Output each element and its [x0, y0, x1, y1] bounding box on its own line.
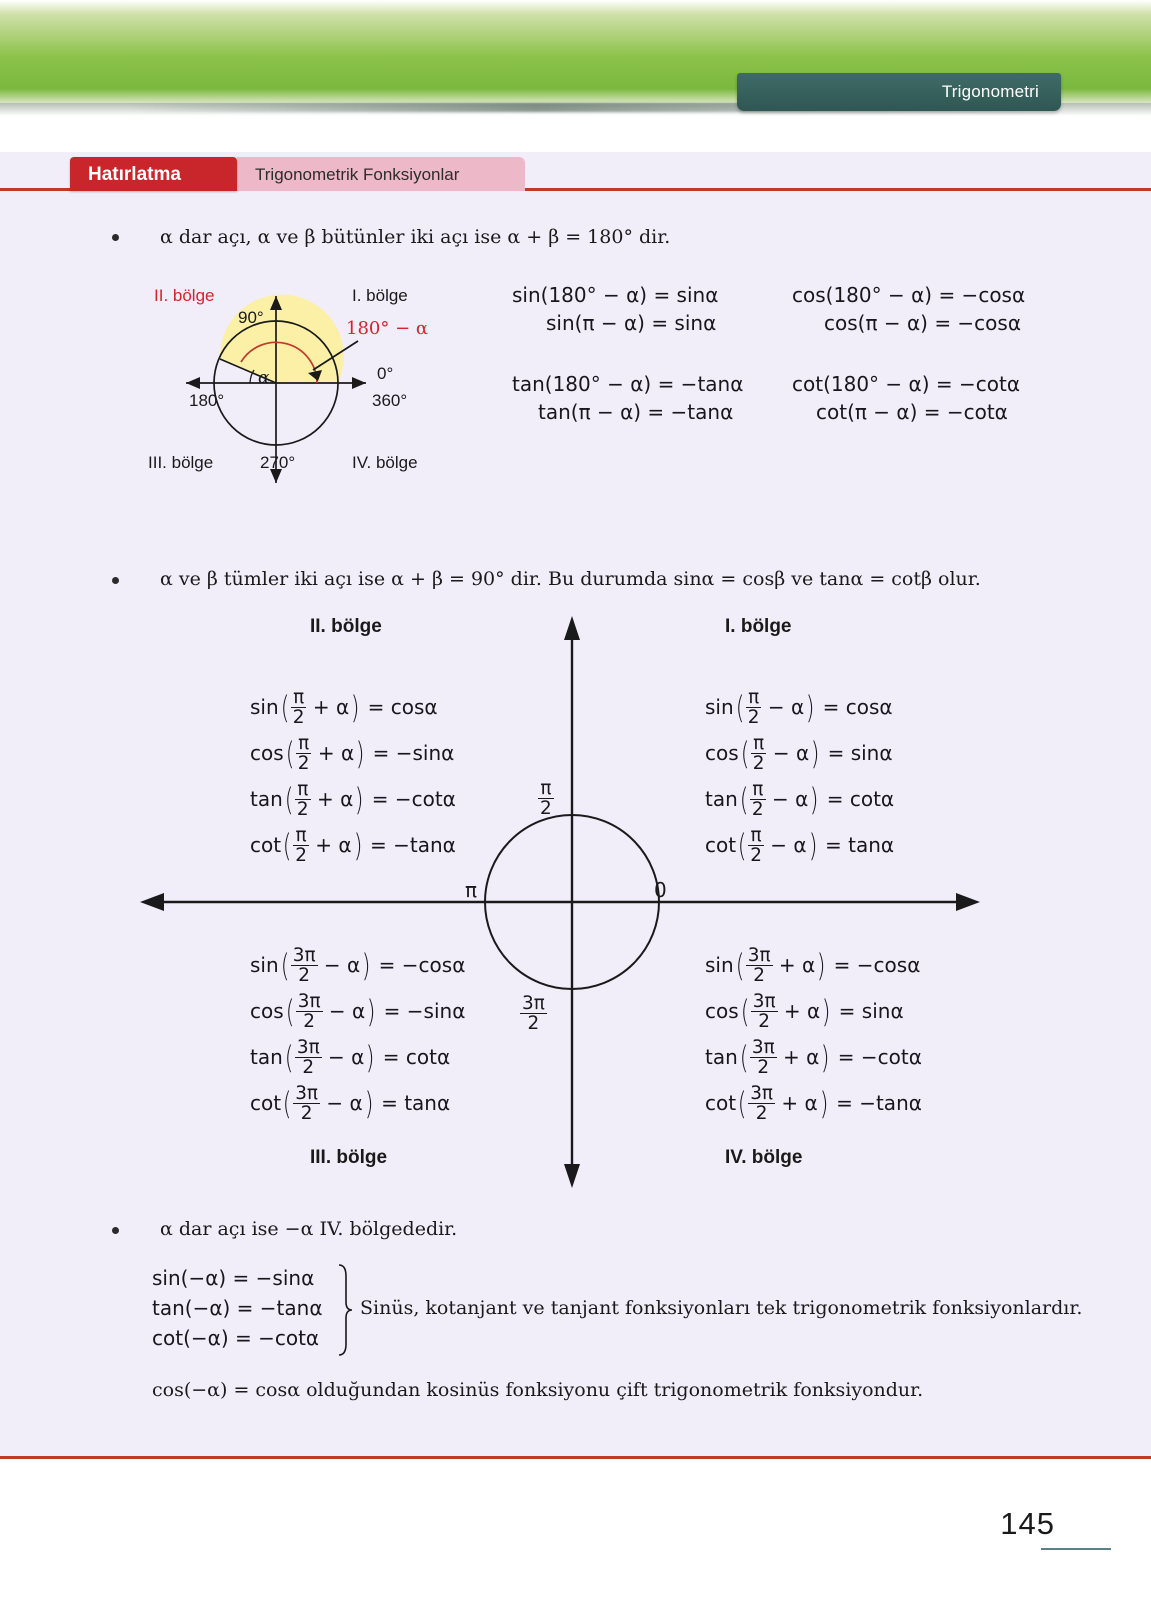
- quad1-formula-row: [705, 822, 894, 868]
- fraction-numerator: π: [298, 732, 310, 754]
- quad1-fn-cot: cot: [705, 833, 737, 857]
- quad2-formula-row: [250, 684, 456, 730]
- formula-tan-pi: tan(π − α) = −tanα: [538, 400, 734, 424]
- fraction-numerator: π: [752, 778, 764, 800]
- quad1-operator: − α: [765, 787, 809, 811]
- fraction-denominator: 2: [746, 965, 773, 985]
- quad2-result: = −cotα: [365, 787, 456, 811]
- right-paren: ): [809, 782, 819, 819]
- quad2-fraction: [296, 734, 312, 774]
- quad3-fn-cot: cot: [250, 1091, 282, 1115]
- quad1-formula-row: [705, 684, 894, 730]
- quad1-formula-row: [705, 776, 894, 822]
- fraction-numerator: 3π: [751, 1036, 775, 1058]
- left-paren: (: [740, 994, 750, 1031]
- fraction-numerator: π: [753, 732, 765, 754]
- right-paren: ): [805, 690, 815, 727]
- quad4-fn-sin: sin: [705, 953, 734, 977]
- quad3-fn-tan: tan: [250, 1045, 283, 1069]
- quad1-fn-cos: cos: [705, 741, 739, 765]
- quadrant-label-i: I. bölge: [352, 286, 408, 305]
- quad3-formula-row: [250, 1080, 465, 1126]
- quad1-operator: − α: [763, 833, 807, 857]
- right-paren: ): [353, 828, 362, 865]
- quad3-formula-row: [250, 1034, 465, 1080]
- quad3-fraction: [291, 946, 318, 986]
- left-paren: (: [735, 690, 745, 727]
- quad4-operator: + α: [772, 953, 816, 977]
- right-paren: ): [350, 690, 360, 727]
- quad3-operator: − α: [322, 999, 366, 1023]
- subject-label: Trigonometrik Fonksiyonlar: [255, 165, 460, 184]
- right-paren: ): [821, 1040, 830, 1077]
- formula-cos-180-deg: cos(180° − α) = −cosα: [792, 283, 1026, 307]
- quad4-fraction: [750, 1038, 777, 1078]
- quad2-operator: + α: [310, 787, 354, 811]
- odd-function-note: Sinüs, kotanjant ve tanjant fonksiyonları tek trigonometrik fonksiyonlardır.: [360, 1297, 1083, 1319]
- bullet-marker-2: [112, 577, 119, 584]
- right-paren: ): [808, 828, 817, 865]
- subject-label-chip: [237, 157, 525, 191]
- fraction-denominator: 2: [297, 753, 310, 774]
- quad2-fn-cot: cot: [250, 833, 282, 857]
- quad4-formula-group: [705, 942, 922, 1126]
- quad1-fraction: [748, 826, 764, 866]
- fraction-denominator: 2: [747, 707, 760, 728]
- fraction-denominator: 2: [296, 799, 309, 820]
- quad3-result: = −sinα: [377, 999, 466, 1023]
- axis-arrow-right: [956, 893, 980, 911]
- quad3-fraction: [293, 1084, 320, 1124]
- fraction-denominator: 2: [293, 1103, 320, 1123]
- quad3-result: = cotα: [376, 1045, 451, 1069]
- quad3-fn-cos: cos: [250, 999, 284, 1023]
- fraction-denominator: 2: [295, 845, 307, 866]
- brace-group: [336, 1262, 354, 1358]
- quad4-fraction: [748, 1084, 775, 1124]
- left-paren: (: [282, 828, 292, 865]
- axis-mark-pi-over-2: [538, 780, 554, 820]
- supplement-angle-label: 180° − α: [346, 318, 429, 339]
- quad4-formula-row: [705, 1034, 922, 1080]
- quad1-fraction: [751, 734, 767, 774]
- quadrant-label-iv: IV. bölge: [352, 453, 418, 472]
- quadrant-label-ii: II. bölge: [154, 286, 215, 305]
- quad1-operator: − α: [766, 741, 810, 765]
- formula-sin-pi: sin(π − α) = sinα: [546, 311, 717, 335]
- left-paren: (: [282, 1086, 292, 1123]
- fraction-numerator: 3π: [747, 944, 771, 966]
- quad3-heading: III. bölge: [310, 1147, 388, 1168]
- quad2-formula-group: [250, 684, 456, 868]
- quad3-operator: − α: [321, 1045, 365, 1069]
- fraction-denominator: 2: [750, 1057, 777, 1077]
- quad1-result: = sinα: [821, 741, 893, 765]
- right-paren: ): [366, 994, 376, 1031]
- quad2-result: = −tanα: [363, 833, 456, 857]
- formula-cot-180-deg: cot(180° − α) = −cotα: [792, 372, 1020, 396]
- callout-tag-chip: [70, 157, 237, 191]
- page-number: 145: [1000, 1506, 1055, 1541]
- quad3-formula-row: [250, 988, 465, 1034]
- fraction-numerator: π: [748, 686, 760, 708]
- unit-circle-diagram: [150, 278, 480, 508]
- quad2-heading: II. bölge: [310, 616, 382, 637]
- quad1-operator: − α: [761, 695, 805, 719]
- formula-sin-180-deg: sin(180° − α) = sinα: [512, 283, 719, 307]
- quad3-fraction: [295, 1038, 322, 1078]
- formula-cos-pi: cos(π − α) = −cosα: [824, 311, 1022, 335]
- quad4-fn-cos: cos: [705, 999, 739, 1023]
- x-axis-arrow-right: [352, 377, 366, 389]
- quad2-fn-tan: tan: [250, 787, 283, 811]
- axis-label-90: 90°: [238, 308, 264, 327]
- formula-sin-neg-alpha: sin(−α) = −sinα: [152, 1266, 315, 1290]
- quad4-formula-row: [705, 988, 922, 1034]
- quad1-fn-tan: tan: [705, 787, 738, 811]
- left-paren: (: [280, 690, 290, 727]
- left-paren: (: [740, 736, 750, 773]
- axis-mark-zero: 0: [654, 878, 667, 902]
- quad4-result: = −cosα: [827, 953, 921, 977]
- bullet-text-2: α ve β tümler iki açı ise α + β = 90° dir. Bu durumda sinα = cosβ ve tanα = cotβ olur.: [160, 568, 981, 590]
- axis-mark-3pi-over-2: [520, 995, 547, 1035]
- left-paren: (: [284, 782, 294, 819]
- quad1-formula-row: [705, 730, 894, 776]
- right-paren: ): [355, 736, 365, 773]
- quad3-formula-row: [250, 942, 465, 988]
- left-paren: (: [739, 1040, 749, 1077]
- quadrant-formula-diagram: [120, 612, 1000, 1192]
- fraction-denominator: 2: [750, 845, 762, 866]
- axis-arrow-left: [140, 893, 164, 911]
- axis-label-270: 270°: [260, 453, 296, 472]
- fraction-numerator: π: [297, 778, 309, 800]
- bullet-text-1: α dar açı, α ve β bütünler iki açı ise α + β = 180° dir.: [160, 226, 671, 248]
- right-paren: ): [361, 948, 371, 985]
- quad1-result: = cosα: [816, 695, 893, 719]
- left-paren: (: [285, 994, 295, 1031]
- fraction-numerator: π: [293, 686, 305, 708]
- quad2-operator: + α: [308, 833, 352, 857]
- alpha-angle-label: α: [258, 368, 270, 388]
- quad4-formula-row: [705, 942, 922, 988]
- fraction-numerator: π: [295, 824, 307, 846]
- quad3-formula-group: [250, 942, 465, 1126]
- x-axis-arrow-left: [186, 377, 200, 389]
- quad3-result: = tanα: [374, 1091, 451, 1115]
- quad2-operator: + α: [311, 741, 355, 765]
- quad4-fraction: [751, 992, 778, 1032]
- quad4-operator: + α: [774, 1091, 818, 1115]
- left-paren: (: [737, 828, 747, 865]
- page-number-rule: [1041, 1548, 1111, 1550]
- right-paren: ): [816, 948, 826, 985]
- fraction-denominator: 2: [752, 753, 765, 774]
- quad3-fraction: [296, 992, 323, 1032]
- formula-tan-neg-alpha: tan(−α) = −tanα: [152, 1296, 323, 1320]
- right-paren: ): [354, 782, 364, 819]
- left-paren: (: [285, 736, 295, 773]
- quad2-formula-row: [250, 822, 456, 868]
- quad1-formula-group: [705, 684, 894, 868]
- axis-mark-pi: π: [465, 878, 478, 902]
- quad4-heading: IV. bölge: [725, 1147, 803, 1168]
- formula-cot-pi: cot(π − α) = −cotα: [816, 400, 1008, 424]
- bullet-marker-1: [112, 234, 119, 241]
- quad2-result: = −sinα: [366, 741, 455, 765]
- left-paren: (: [737, 1086, 747, 1123]
- right-paren: ): [364, 1086, 374, 1123]
- fraction-numerator: 3π: [752, 990, 776, 1012]
- fraction-denominator: 2: [296, 1011, 323, 1031]
- right-brace-icon: [336, 1262, 354, 1358]
- fraction-denominator: 2: [295, 1057, 322, 1077]
- formula-tan-180-deg: tan(180° − α) = −tanα: [512, 372, 744, 396]
- fraction-numerator: 3π: [297, 990, 321, 1012]
- quad4-formula-row: [705, 1080, 922, 1126]
- axis-label-180: 180°: [189, 391, 225, 410]
- quad4-fraction: [746, 946, 773, 986]
- bullet-text-3: α dar açı ise −α IV. bölgededir.: [160, 1218, 458, 1240]
- quad2-formula-row: [250, 776, 456, 822]
- left-paren: (: [280, 948, 290, 985]
- axis-arrow-down: [564, 1164, 580, 1188]
- quad3-operator: − α: [319, 1091, 363, 1115]
- quad3-fn-sin: sin: [250, 953, 279, 977]
- bullet-marker-3: [112, 1227, 119, 1234]
- quad4-result: = sinα: [832, 999, 904, 1023]
- quad2-formula-row: [250, 730, 456, 776]
- fraction-denominator: 2: [751, 1011, 778, 1031]
- quad1-fraction: [746, 688, 762, 728]
- quad1-fn-sin: sin: [705, 695, 734, 719]
- axis-label-0: 0°: [377, 364, 394, 383]
- quad1-result: = tanα: [818, 833, 895, 857]
- quad4-operator: + α: [776, 1045, 820, 1069]
- quad3-result: = −cosα: [372, 953, 466, 977]
- quad2-result: = cosα: [361, 695, 438, 719]
- callout-tag-label: Hatırlatma: [88, 164, 181, 185]
- panel-bottom-rule: [0, 1456, 1151, 1459]
- right-paren: ): [819, 1086, 829, 1123]
- fraction-numerator: 3π: [296, 1036, 320, 1058]
- quad4-result: = −cotα: [831, 1045, 922, 1069]
- pi-over-2-fraction: $\frac{\pi}{2}$: [540, 778, 552, 820]
- axis-arrow-up: [564, 616, 580, 640]
- fraction-numerator: 3π: [292, 944, 316, 966]
- quadrant-label-iii: III. bölge: [148, 453, 214, 472]
- quad2-fraction: [291, 688, 307, 728]
- left-paren: (: [284, 1040, 294, 1077]
- left-paren: (: [739, 782, 749, 819]
- chapter-title-tab: [737, 73, 1061, 111]
- quad4-operator: + α: [777, 999, 821, 1023]
- right-paren: ): [821, 994, 831, 1031]
- right-paren: ): [810, 736, 820, 773]
- quad2-operator: + α: [306, 695, 350, 719]
- formula-cot-neg-alpha: cot(−α) = −cotα: [152, 1326, 320, 1350]
- left-paren: (: [735, 948, 745, 985]
- three-pi-over-2-fraction: $\frac{3\pi}{2}$: [522, 993, 545, 1035]
- quad2-fraction: [295, 780, 311, 820]
- fraction-denominator: 2: [748, 1103, 775, 1123]
- axis-label-360: 360°: [372, 391, 408, 410]
- quad4-fn-tan: tan: [705, 1045, 738, 1069]
- even-function-note: cos(−α) = cosα olduğundan kosinüs fonksiyonu çift trigonometrik fonksiyondur.: [152, 1379, 924, 1401]
- quad1-heading: I. bölge: [725, 616, 792, 637]
- quad4-fn-cot: cot: [705, 1091, 737, 1115]
- right-paren: ): [366, 1040, 375, 1077]
- quad3-operator: − α: [317, 953, 361, 977]
- fraction-denominator: 2: [292, 707, 305, 728]
- quad4-result: = −tanα: [829, 1091, 922, 1115]
- quad2-fraction: [293, 826, 309, 866]
- quad2-fn-sin: sin: [250, 695, 279, 719]
- fraction-numerator: π: [750, 824, 762, 846]
- fraction-numerator: 3π: [295, 1082, 318, 1104]
- fraction-denominator: 2: [751, 799, 764, 820]
- fraction-numerator: 3π: [750, 1082, 773, 1104]
- fraction-denominator: 2: [291, 965, 318, 985]
- quad1-result: = cotα: [820, 787, 895, 811]
- chapter-title: Trigonometri: [941, 82, 1039, 101]
- quad1-fraction: [750, 780, 766, 820]
- quad2-fn-cos: cos: [250, 741, 284, 765]
